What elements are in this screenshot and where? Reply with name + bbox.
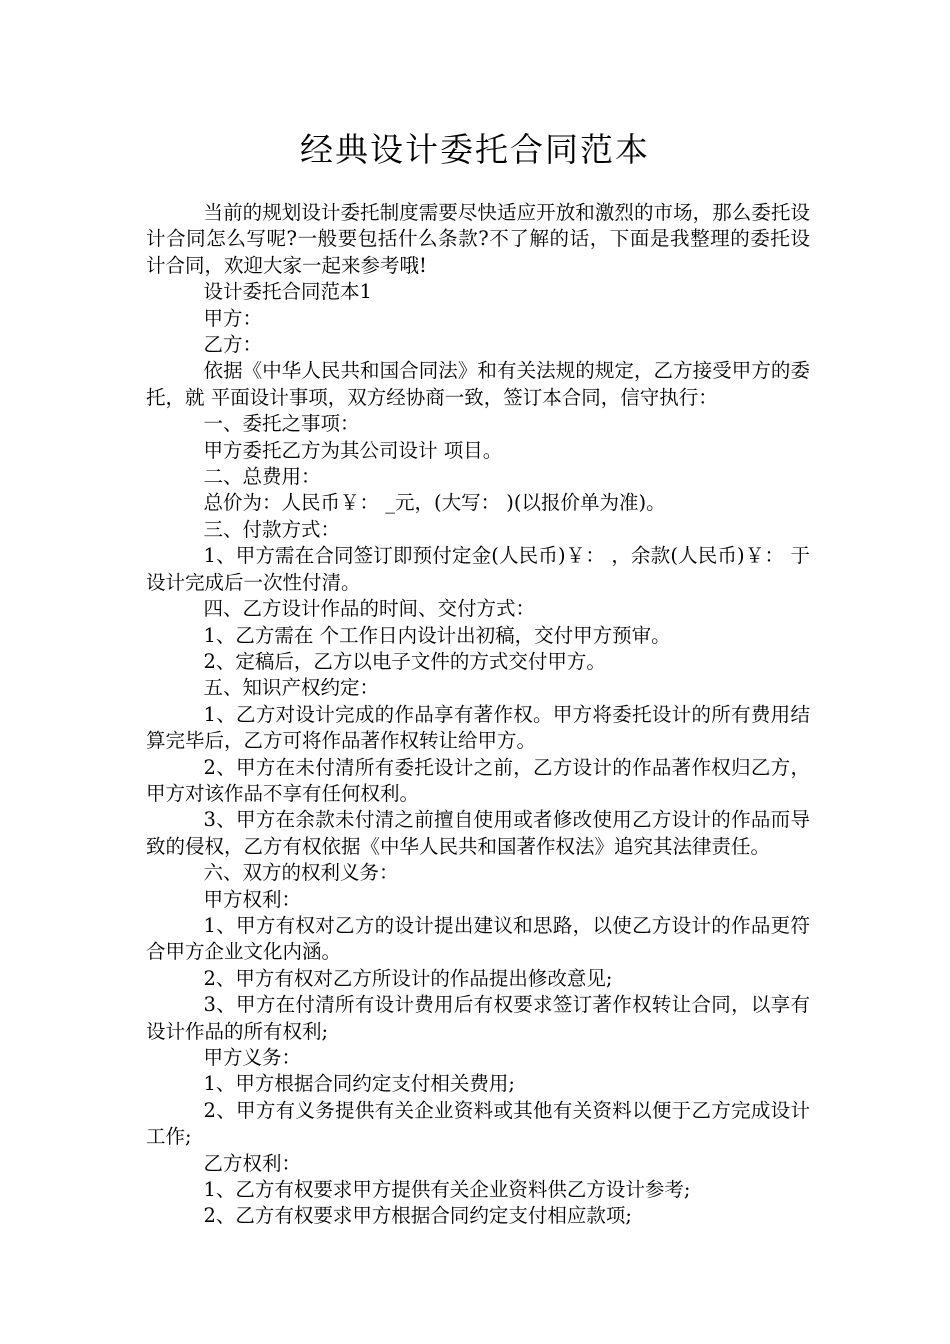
clause-paragraph: 1、乙方对设计完成的作品享有著作权。甲方将委托设计的所有费用结算完毕后，乙方可将作品著作权转让给甲方。: [146, 702, 810, 753]
party-b-line: 乙方：: [203, 333, 263, 357]
section-heading-6: 六、双方的权利义务：: [203, 861, 399, 885]
party-a-line: 甲方：: [203, 306, 263, 330]
clause-paragraph: 3、甲方在余款未付清之前擅自使用或者修改使用乙方设计的作品而导致的侵权，乙方有权依据《中华人民共和国著作权法》追究其法律责任。: [146, 808, 810, 858]
clause-paragraph: 2、甲方有义务提供有关企业资料或其他有关资料以便于乙方完成设计工作;: [146, 1098, 810, 1149]
clause-paragraph: 甲方委托乙方为其公司设计 项目。: [203, 438, 503, 462]
subheading-party-a-duties: 甲方义务：: [203, 1046, 302, 1069]
clause-paragraph: 1、甲方需在合同签订即预付定金(人民币)￥： ，余款(人民币)￥： 于设计完成后一次性付清。: [146, 544, 810, 594]
section-heading-5: 五、知识产权约定：: [203, 676, 380, 700]
clause-paragraph: 1、乙方有权要求甲方提供有关企业资料供乙方设计参考;: [203, 1178, 691, 1202]
clause-paragraph: 1、乙方需在 个工作日内设计出初稿，交付甲方预审。: [203, 623, 671, 647]
clause-paragraph: 1、甲方根据合同约定支付相关费用;: [203, 1072, 515, 1096]
document-body: [146, 200, 810, 1230]
clause-paragraph: 总价为：人民币￥： _元，(大写： )(以报价单为准)。: [203, 491, 666, 515]
clause-paragraph: 2、定稿后，乙方以电子文件的方式交付甲方。: [203, 649, 606, 673]
subheading-party-b-rights: 乙方权利：: [203, 1151, 302, 1175]
document-title: 经典设计委托合同范本: [300, 130, 650, 169]
intro-paragraph: 当前的规划设计委托制度需要尽快适应开放和激烈的市场，那么委托设计合同怎么写呢?一般要包括什么条款?不了解的话，下面是我整理的委托设计合同，欢迎大家一起来参考哦!: [146, 201, 810, 277]
contract-heading: 设计委托合同范本1: [203, 280, 372, 304]
clause-paragraph: 3、甲方在付清所有设计费用后有权要求签订著作权转让合同，以享有设计作品的所有权利;: [146, 993, 810, 1043]
section-heading-2: 二、总费用：: [203, 465, 321, 489]
clause-paragraph: 2、甲方有权对乙方所设计的作品提出修改意见;: [203, 966, 613, 990]
clause-paragraph: 2、乙方有权要求甲方根据合同约定支付相应款项;: [203, 1204, 632, 1228]
preamble-paragraph: 依据《中华人民共和国合同法》和有关法规的规定，乙方接受甲方的委托，就 平面设计事项，双方经协商一致，签订本合同，信守执行：: [146, 359, 810, 409]
section-heading-4: 四、乙方设计作品的时间、交付方式：: [203, 597, 536, 621]
clause-paragraph: 1、甲方有权对乙方的设计提出建议和思路，以使乙方设计的作品更符合甲方企业文化内涵。: [146, 913, 810, 964]
section-heading-1: 一、委托之事项：: [203, 412, 360, 436]
clause-paragraph: 2、甲方在未付清所有委托设计之前，乙方设计的作品著作权归乙方，甲方对该作品不享有任何权利。: [146, 755, 810, 805]
subheading-party-a-rights: 甲方权利：: [203, 887, 302, 911]
section-heading-3: 三、付款方式：: [203, 517, 341, 541]
